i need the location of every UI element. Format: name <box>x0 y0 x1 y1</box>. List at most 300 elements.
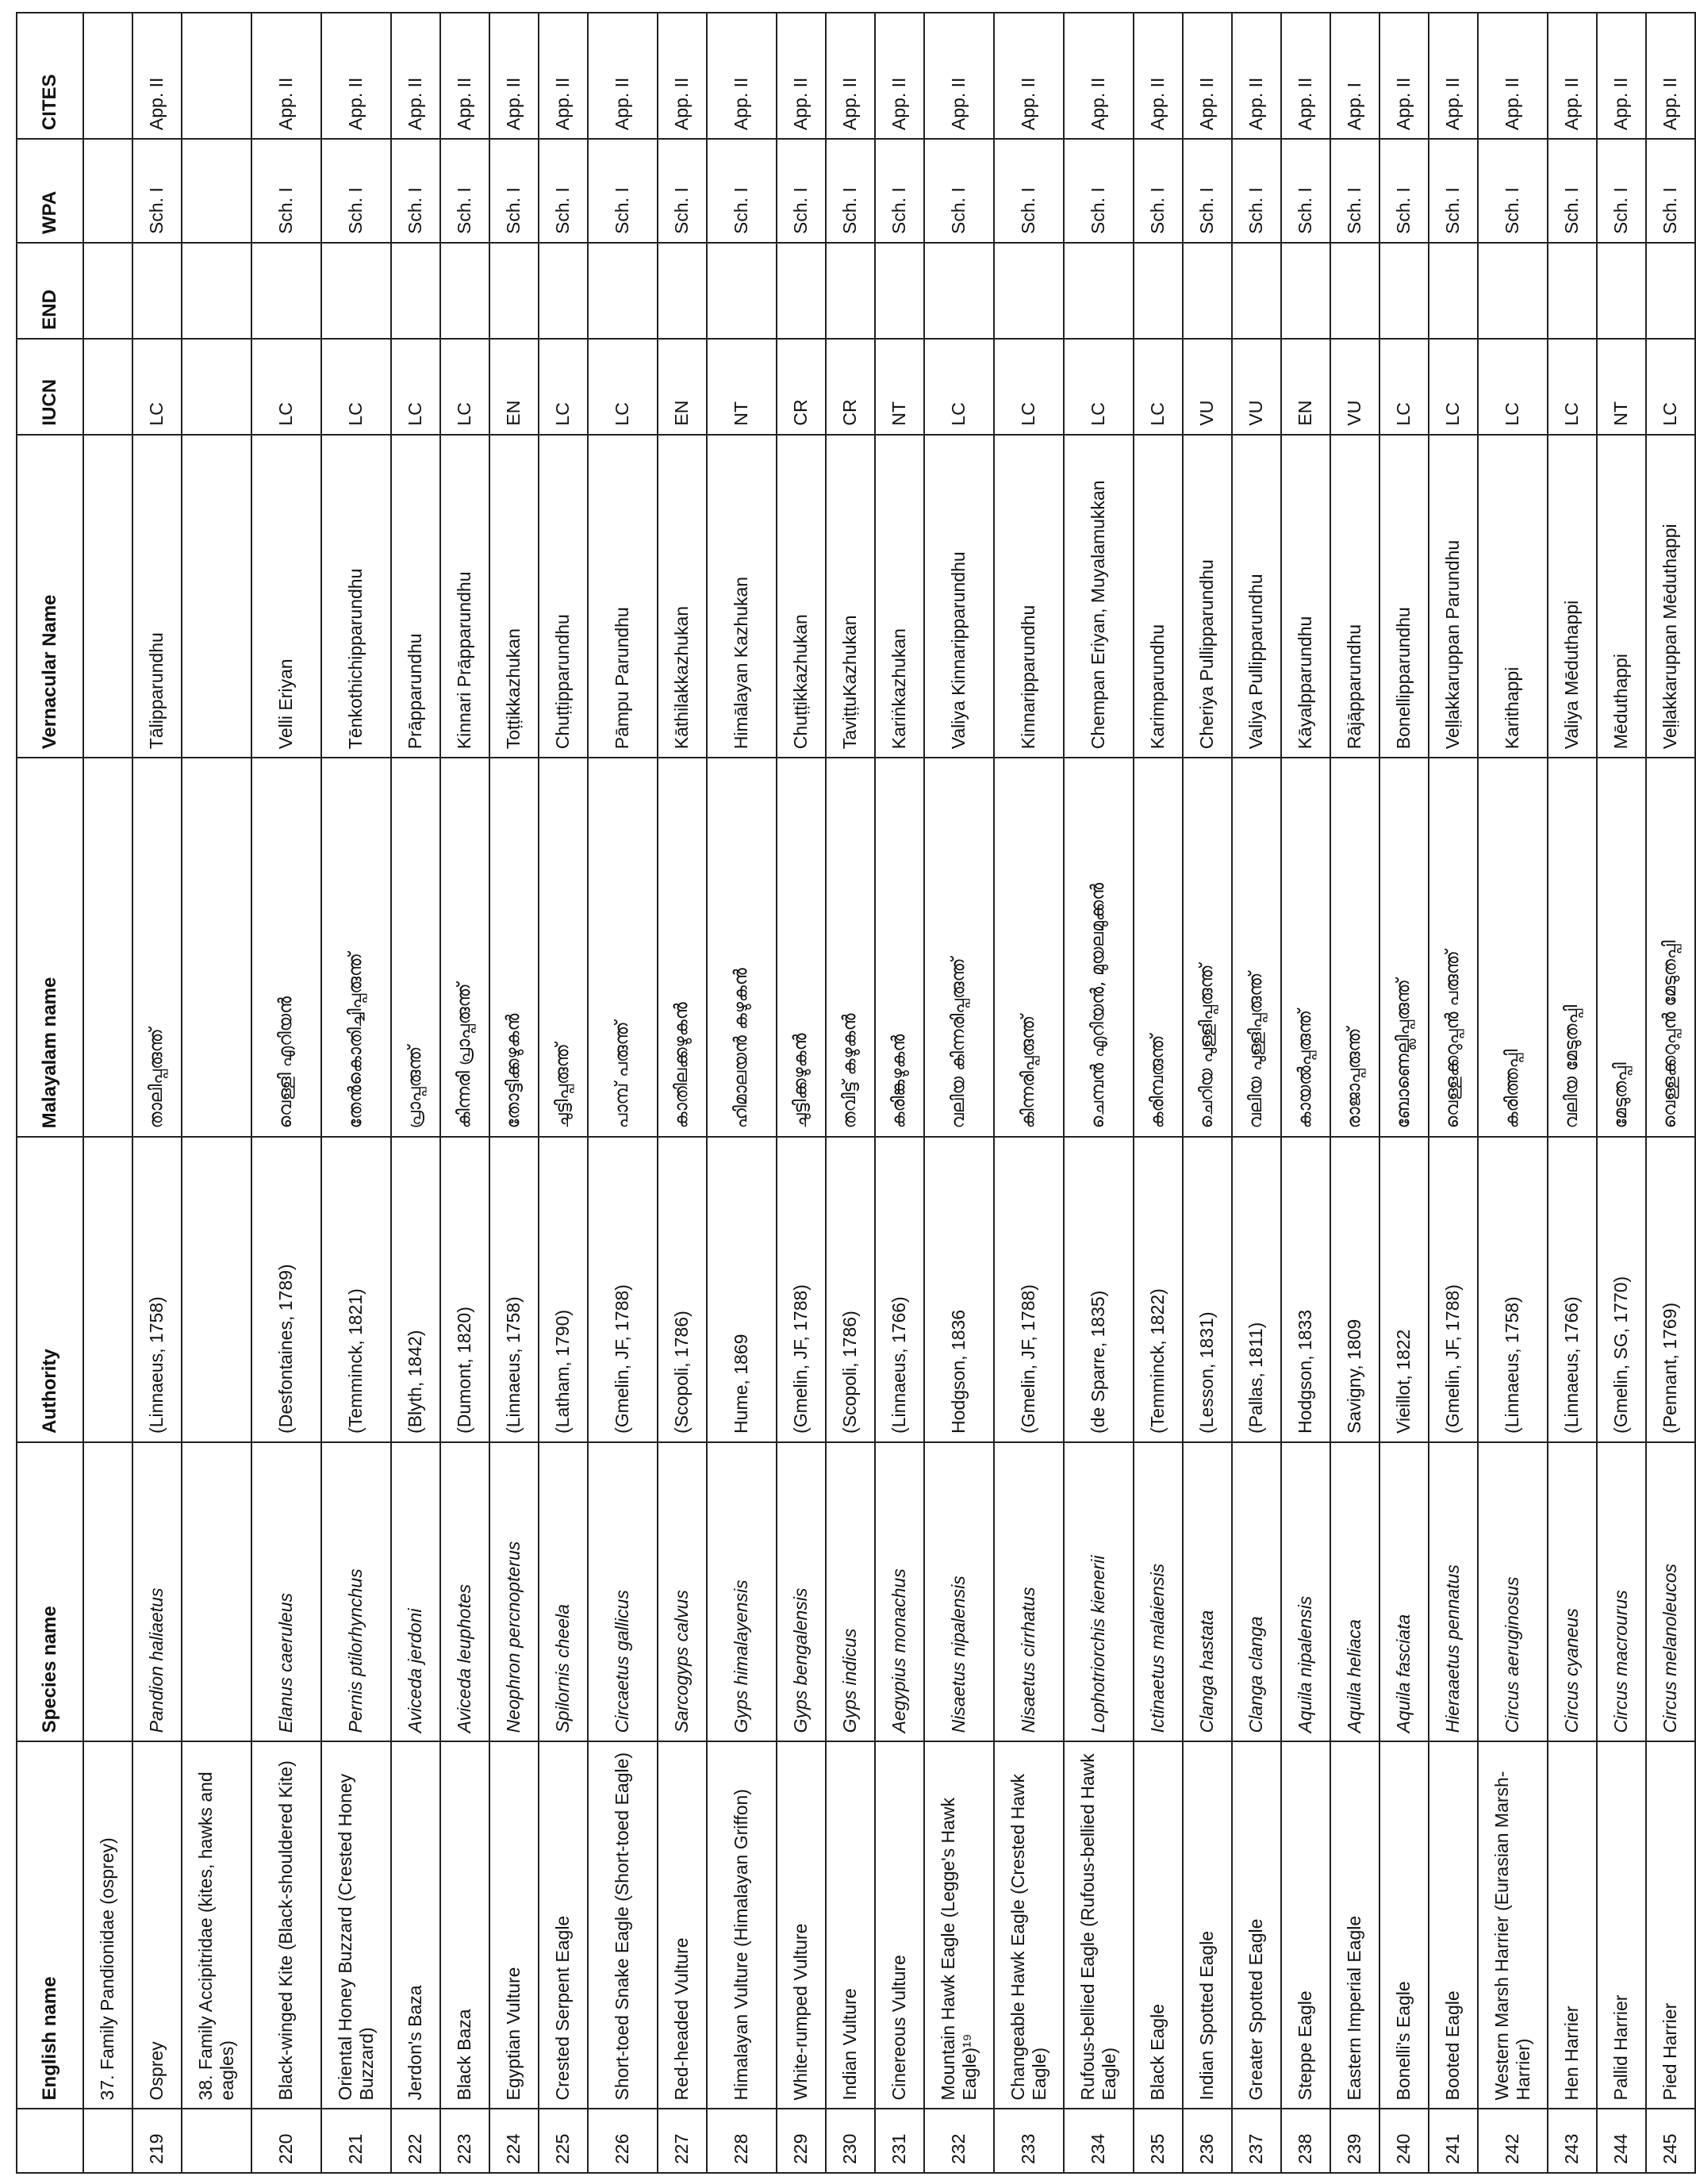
cell-iucn: LC <box>391 339 440 435</box>
species-row <box>1064 13 1134 2173</box>
cell-end <box>707 243 777 339</box>
cell-wpa: Sch. I <box>1597 139 1646 243</box>
species-row <box>777 13 826 2173</box>
species-row <box>924 13 994 2173</box>
cell-authority: (Linnaeus, 1758) <box>132 1137 182 1442</box>
header-row <box>17 13 83 2173</box>
cell-iucn: LC <box>994 339 1064 435</box>
cell-malayalam-name: തോട്ടിക്കഴുകൻ <box>489 758 539 1137</box>
cell-authority: (Linnaeus, 1758) <box>1478 1137 1548 1442</box>
cell-authority: (Gmelin, SG, 1770) <box>1597 1137 1646 1442</box>
cell-iucn: VU <box>1330 339 1379 435</box>
cell-wpa: Sch. I <box>588 139 658 243</box>
cell-iucn: NT <box>875 339 924 435</box>
cell-number: 231 <box>875 2109 924 2173</box>
cell-species-name: Nisaetus nipalensis <box>924 1442 994 1741</box>
cell-iucn: LC <box>539 339 588 435</box>
cell-vernacular-name: Valiya Pullipparundhu <box>1232 435 1281 758</box>
cell-cites: App. II <box>1281 13 1330 139</box>
cell-species-name: Lophotriorchis kienerii <box>1064 1442 1134 1741</box>
cell-malayalam-name: പാമ്പ് പരുന്ത് <box>588 758 658 1137</box>
cell-iucn: LC <box>1134 339 1183 435</box>
cell-species-name: Elanus caeruleus <box>251 1442 321 1741</box>
cell-iucn: LC <box>1548 339 1597 435</box>
cell-iucn <box>182 339 251 435</box>
cell-malayalam-name: വലിയ കിന്നരിപ്പരുന്ത് <box>924 758 994 1137</box>
species-row <box>1646 13 1695 2173</box>
cell-iucn: CR <box>777 339 826 435</box>
cell-cites: App. II <box>1429 13 1478 139</box>
cell-wpa: Sch. I <box>321 139 391 243</box>
cell-wpa: Sch. I <box>1646 139 1695 243</box>
cell-cites: App. II <box>994 13 1064 139</box>
cell-vernacular-name: Toṭṭikkazhukan <box>489 435 539 758</box>
cell-english-name: Jerdon's Baza <box>391 1741 440 2109</box>
cell-wpa: Sch. I <box>875 139 924 243</box>
cell-authority: (Gmelin, JF, 1788) <box>994 1137 1064 1442</box>
cell-species-name: Sarcogyps calvus <box>658 1442 707 1741</box>
cell-species-name: Circus aeruginosus <box>1478 1442 1548 1741</box>
cell-vernacular-name: Prāpparundhu <box>391 435 440 758</box>
cell-wpa: Sch. I <box>1134 139 1183 243</box>
cell-number <box>182 2109 251 2173</box>
cell-malayalam-name: വെള്ളക്കറുപ്പൻ പരുന്ത് <box>1429 758 1478 1137</box>
cell-iucn: LC <box>251 339 321 435</box>
cell-species-name: Pandion haliaetus <box>132 1442 182 1741</box>
cell-wpa: Sch. I <box>707 139 777 243</box>
species-row <box>251 13 321 2173</box>
cell-authority <box>182 1137 251 1442</box>
cell-authority: Hodgson, 1833 <box>1281 1137 1330 1442</box>
cell-vernacular-name: Karimparundhu <box>1134 435 1183 758</box>
cell-english-name: Changeable Hawk Eagle (Crested Hawk Eagle) <box>994 1741 1064 2109</box>
cell-end <box>1429 243 1478 339</box>
cell-malayalam-name: ചെമ്പൻ എറിയൻ, മുയലമുക്കൻ <box>1064 758 1134 1137</box>
cell-authority: (Latham, 1790) <box>539 1137 588 1442</box>
cell-authority: Hume, 1869 <box>707 1137 777 1442</box>
cell-wpa: Sch. I <box>924 139 994 243</box>
cell-iucn: EN <box>1281 339 1330 435</box>
cell-english-name: Eastern Imperial Eagle <box>1330 1741 1379 2109</box>
cell-english-name: Red-headed Vulture <box>658 1741 707 2109</box>
cell-authority: Hodgson, 1836 <box>924 1137 994 1442</box>
cell-number: 244 <box>1597 2109 1646 2173</box>
cell-authority: Savigny, 1809 <box>1330 1137 1379 1442</box>
cell-vernacular-name <box>182 435 251 758</box>
cell-vernacular-name: Cheriya Pullipparundhu <box>1183 435 1232 758</box>
cell-authority: (Temminck, 1822) <box>1134 1137 1183 1442</box>
cell-english-name: Hen Harrier <box>1548 1741 1597 2109</box>
col-header-english-name: English name <box>17 1741 83 2109</box>
species-row <box>1183 13 1232 2173</box>
cell-authority: Vieillot, 1822 <box>1379 1137 1429 1442</box>
cell-malayalam-name <box>182 758 251 1137</box>
cell-wpa <box>182 139 251 243</box>
cell-malayalam-name: കിന്നരി പ്രാപ്പരുന്ത് <box>440 758 489 1137</box>
cell-end <box>1183 243 1232 339</box>
cell-end <box>1281 243 1330 339</box>
cell-malayalam-name: മേടുതപ്പി <box>1597 758 1646 1137</box>
cell-end <box>1646 243 1695 339</box>
cell-authority: (de Sparre, 1835) <box>1064 1137 1134 1442</box>
cell-wpa: Sch. I <box>489 139 539 243</box>
cell-wpa: Sch. I <box>658 139 707 243</box>
cell-number: 226 <box>588 2109 658 2173</box>
cell-wpa: Sch. I <box>440 139 489 243</box>
cell-end <box>1548 243 1597 339</box>
species-row <box>321 13 391 2173</box>
cell-cites: App. II <box>1646 13 1695 139</box>
cell-number: 225 <box>539 2109 588 2173</box>
cell-cites: App. II <box>707 13 777 139</box>
species-row <box>875 13 924 2173</box>
cell-cites: App. II <box>1548 13 1597 139</box>
cell-end <box>251 243 321 339</box>
cell-wpa: Sch. I <box>1064 139 1134 243</box>
cell-end <box>924 243 994 339</box>
cell-wpa: Sch. I <box>1183 139 1232 243</box>
cell-end <box>1330 243 1379 339</box>
col-header-cites: CITES <box>17 13 83 139</box>
cell-authority: (Linnaeus, 1766) <box>875 1137 924 1442</box>
cell-cites: App. II <box>440 13 489 139</box>
col-header-species-name: Species name <box>17 1442 83 1741</box>
col-header-vernacular-name: Vernacular Name <box>17 435 83 758</box>
cell-wpa: Sch. I <box>777 139 826 243</box>
species-row <box>1330 13 1379 2173</box>
cell-english-name: Oriental Honey Buzzard (Crested Honey Buzzard) <box>321 1741 391 2109</box>
cell-malayalam-name: തേൻകൊതിച്ചിപ്പരുന്ത് <box>321 758 391 1137</box>
species-row <box>826 13 875 2173</box>
cell-english-name: Pallid Harrier <box>1597 1741 1646 2109</box>
cell-vernacular-name: Kariṅkazhukan <box>875 435 924 758</box>
col-header-number <box>17 2109 83 2173</box>
cell-malayalam-name: വലിയ പുള്ളിപ്പരുന്ത് <box>1232 758 1281 1137</box>
cell-species-name <box>83 1442 132 1741</box>
cell-number: 227 <box>658 2109 707 2173</box>
cell-vernacular-name: Kāthilakkazhukan <box>658 435 707 758</box>
cell-authority: (Linnaeus, 1758) <box>489 1137 539 1442</box>
species-row <box>658 13 707 2173</box>
species-row <box>440 13 489 2173</box>
cell-end <box>321 243 391 339</box>
cell-malayalam-name: വെള്ളി എറിയൻ <box>251 758 321 1137</box>
cell-wpa: Sch. I <box>539 139 588 243</box>
species-row <box>539 13 588 2173</box>
cell-malayalam-name <box>83 758 132 1137</box>
cell-end <box>588 243 658 339</box>
cell-vernacular-name: TaviṭṭuKazhukan <box>826 435 875 758</box>
cell-species-name: Gyps himalayensis <box>707 1442 777 1741</box>
cell-vernacular-name: Veḷḷakkaruppan Mēduthappi <box>1646 435 1695 758</box>
cell-end <box>994 243 1064 339</box>
cell-iucn: VU <box>1232 339 1281 435</box>
cell-malayalam-name: തവിട്ട് കഴുകൻ <box>826 758 875 1137</box>
cell-end <box>826 243 875 339</box>
cell-end <box>1379 243 1429 339</box>
cell-iucn: CR <box>826 339 875 435</box>
cell-vernacular-name: Velli Eriyan <box>251 435 321 758</box>
cell-number: 235 <box>1134 2109 1183 2173</box>
cell-species-name: Aegypius monachus <box>875 1442 924 1741</box>
cell-number: 224 <box>489 2109 539 2173</box>
cell-species-name: Clanga hastata <box>1183 1442 1232 1741</box>
cell-species-name: Hieraaetus pennatus <box>1429 1442 1478 1741</box>
cell-iucn: LC <box>1064 339 1134 435</box>
cell-vernacular-name: Tālipparundhu <box>132 435 182 758</box>
cell-english-name: Western Marsh Harrier (Eurasian Marsh-Harrier) <box>1478 1741 1548 2109</box>
cell-english-name: Steppe Eagle <box>1281 1741 1330 2109</box>
cell-malayalam-name: കിന്നരിപ്പരുന്ത് <box>994 758 1064 1137</box>
cell-end <box>83 243 132 339</box>
cell-cites: App. I <box>1330 13 1379 139</box>
cell-authority: (Desfontaines, 1789) <box>251 1137 321 1442</box>
cell-cites: App. II <box>321 13 391 139</box>
family-label: 38. Family Accipitridae (kites, hawks and eagles) <box>182 1741 251 2109</box>
cell-wpa: Sch. I <box>1548 139 1597 243</box>
species-row <box>132 13 182 2173</box>
cell-end <box>132 243 182 339</box>
cell-species-name: Circaetus gallicus <box>588 1442 658 1741</box>
cell-english-name: Mountain Hawk Eagle (Legge's Hawk Eagle)¹⁹ <box>924 1741 994 2109</box>
cell-number: 245 <box>1646 2109 1695 2173</box>
cell-cites: App. II <box>539 13 588 139</box>
cell-wpa <box>83 139 132 243</box>
family-label: 37. Family Pandionidae (osprey) <box>83 1741 132 2109</box>
cell-cites: App. II <box>826 13 875 139</box>
cell-english-name: Egyptian Vulture <box>489 1741 539 2109</box>
cell-malayalam-name: വെള്ളക്കറുപ്പൻ മേടുതപ്പി <box>1646 758 1695 1137</box>
cell-malayalam-name: ഹിമാലയൻ കഴുകൻ <box>707 758 777 1137</box>
cell-cites: App. II <box>777 13 826 139</box>
cell-end <box>1232 243 1281 339</box>
cell-iucn: LC <box>321 339 391 435</box>
cell-iucn: LC <box>588 339 658 435</box>
cell-vernacular-name: Kinnari Prāpparundhu <box>440 435 489 758</box>
cell-authority: (Gmelin, JF, 1788) <box>1429 1137 1478 1442</box>
cell-malayalam-name: താലിപ്പരുന്ത് <box>132 758 182 1137</box>
cell-wpa: Sch. I <box>1281 139 1330 243</box>
cell-iucn: LC <box>440 339 489 435</box>
cell-vernacular-name: Pāmpu Parundhu <box>588 435 658 758</box>
col-header-end: END <box>17 243 83 339</box>
cell-authority: (Gmelin, JF, 1788) <box>777 1137 826 1442</box>
cell-number: 234 <box>1064 2109 1134 2173</box>
cell-end <box>182 243 251 339</box>
species-row <box>1281 13 1330 2173</box>
cell-end <box>539 243 588 339</box>
species-row <box>1597 13 1646 2173</box>
cell-authority: (Blyth, 1842) <box>391 1137 440 1442</box>
col-header-malayalam-name: Malayalam name <box>17 758 83 1137</box>
cell-vernacular-name: Chempan Eriyan, Muyalamukkan <box>1064 435 1134 758</box>
cell-wpa: Sch. I <box>1330 139 1379 243</box>
cell-iucn: NT <box>1597 339 1646 435</box>
cell-number: 242 <box>1478 2109 1548 2173</box>
cell-vernacular-name: Veḷḷakkaruppan Parundhu <box>1429 435 1478 758</box>
cell-malayalam-name: ചെറിയ പുള്ളിപ്പരുന്ത് <box>1183 758 1232 1137</box>
cell-number: 243 <box>1548 2109 1597 2173</box>
species-row <box>707 13 777 2173</box>
cell-number: 220 <box>251 2109 321 2173</box>
cell-authority: (Pallas, 1811) <box>1232 1137 1281 1442</box>
cell-english-name: Greater Spotted Eagle <box>1232 1741 1281 2109</box>
cell-english-name: Black Baza <box>440 1741 489 2109</box>
cell-iucn <box>83 339 132 435</box>
cell-number: 236 <box>1183 2109 1232 2173</box>
cell-iucn: LC <box>1646 339 1695 435</box>
cell-species-name: Aquila fasciata <box>1379 1442 1429 1741</box>
cell-authority: (Linnaeus, 1766) <box>1548 1137 1597 1442</box>
col-header-wpa: WPA <box>17 139 83 243</box>
cell-end <box>1478 243 1548 339</box>
cell-wpa: Sch. I <box>391 139 440 243</box>
cell-number: 232 <box>924 2109 994 2173</box>
cell-species-name: Circus melanoleucos <box>1646 1442 1695 1741</box>
cell-vernacular-name: Rājāpparundhu <box>1330 435 1379 758</box>
cell-cites: App. II <box>1064 13 1134 139</box>
cell-number: 223 <box>440 2109 489 2173</box>
cell-authority: (Gmelin, JF, 1788) <box>588 1137 658 1442</box>
cell-authority: (Dumont, 1820) <box>440 1137 489 1442</box>
family-row <box>182 13 251 2173</box>
cell-number: 238 <box>1281 2109 1330 2173</box>
cell-english-name: Pied Harrier <box>1646 1741 1695 2109</box>
cell-iucn: LC <box>1478 339 1548 435</box>
cell-vernacular-name: Kinnaripparundhu <box>994 435 1064 758</box>
cell-species-name: Pernis ptilorhynchus <box>321 1442 391 1741</box>
cell-english-name: Booted Eagle <box>1429 1741 1478 2109</box>
cell-authority: (Temminck, 1821) <box>321 1137 391 1442</box>
cell-wpa: Sch. I <box>1379 139 1429 243</box>
cell-cites: App. II <box>588 13 658 139</box>
species-row <box>1379 13 1429 2173</box>
cell-number <box>83 2109 132 2173</box>
cell-cites: App. II <box>1134 13 1183 139</box>
cell-cites: App. II <box>489 13 539 139</box>
cell-english-name: Indian Vulture <box>826 1741 875 2109</box>
cell-cites: App. II <box>1597 13 1646 139</box>
cell-cites <box>182 13 251 139</box>
col-header-authority: Authority <box>17 1137 83 1442</box>
cell-iucn: VU <box>1183 339 1232 435</box>
cell-malayalam-name: ചുട്ടിക്കഴുകൻ <box>777 758 826 1137</box>
cell-cites: App. II <box>1478 13 1548 139</box>
cell-malayalam-name: പ്രാപ്പരുന്ത് <box>391 758 440 1137</box>
table-body <box>83 13 1695 2173</box>
cell-wpa: Sch. I <box>994 139 1064 243</box>
species-row <box>489 13 539 2173</box>
cell-end <box>875 243 924 339</box>
cell-authority <box>83 1137 132 1442</box>
cell-cites: App. II <box>924 13 994 139</box>
species-row <box>588 13 658 2173</box>
cell-authority: (Scopoli, 1786) <box>826 1137 875 1442</box>
cell-iucn: LC <box>924 339 994 435</box>
cell-iucn: LC <box>1429 339 1478 435</box>
cell-species-name: Gyps indicus <box>826 1442 875 1741</box>
cell-end <box>658 243 707 339</box>
cell-vernacular-name: Mēduthappi <box>1597 435 1646 758</box>
cell-end <box>1597 243 1646 339</box>
cell-number: 219 <box>132 2109 182 2173</box>
cell-end <box>440 243 489 339</box>
cell-iucn: LC <box>132 339 182 435</box>
cell-vernacular-name: Valiya Kinnaripparundhu <box>924 435 994 758</box>
cell-english-name: Black Eagle <box>1134 1741 1183 2109</box>
cell-english-name: Crested Serpent Eagle <box>539 1741 588 2109</box>
cell-end <box>1134 243 1183 339</box>
cell-species-name: Aviceda jerdoni <box>391 1442 440 1741</box>
table-header <box>17 13 83 2173</box>
species-row <box>391 13 440 2173</box>
cell-number: 240 <box>1379 2109 1429 2173</box>
cell-end <box>391 243 440 339</box>
cell-vernacular-name: Bonellipparundhu <box>1379 435 1429 758</box>
cell-number: 222 <box>391 2109 440 2173</box>
cell-species-name: Gyps bengalensis <box>777 1442 826 1741</box>
species-row <box>1429 13 1478 2173</box>
cell-wpa: Sch. I <box>1478 139 1548 243</box>
cell-iucn: EN <box>658 339 707 435</box>
cell-end <box>489 243 539 339</box>
cell-species-name: Circus macrourus <box>1597 1442 1646 1741</box>
cell-wpa: Sch. I <box>132 139 182 243</box>
cell-vernacular-name: Karithappi <box>1478 435 1548 758</box>
cell-cites: App. II <box>658 13 707 139</box>
species-checklist-table <box>16 12 1696 2174</box>
cell-number: 233 <box>994 2109 1064 2173</box>
cell-malayalam-name: കരിങ്കഴുകൻ <box>875 758 924 1137</box>
cell-species-name: Aquila heliaca <box>1330 1442 1379 1741</box>
species-row <box>1548 13 1597 2173</box>
cell-authority: (Scopoli, 1786) <box>658 1137 707 1442</box>
cell-malayalam-name: കാതിലക്കഴുകൻ <box>658 758 707 1137</box>
cell-species-name: Clanga clanga <box>1232 1442 1281 1741</box>
cell-vernacular-name: Chuṭṭikkazhukan <box>777 435 826 758</box>
species-row <box>1478 13 1548 2173</box>
cell-authority: (Pennant, 1769) <box>1646 1137 1695 1442</box>
species-row <box>1232 13 1281 2173</box>
cell-english-name: Black-winged Kite (Black-shouldered Kite) <box>251 1741 321 2109</box>
cell-iucn: NT <box>707 339 777 435</box>
family-row <box>83 13 132 2173</box>
cell-wpa: Sch. I <box>1232 139 1281 243</box>
cell-cites: App. II <box>1232 13 1281 139</box>
cell-cites: App. II <box>875 13 924 139</box>
cell-english-name: White-rumped Vulture <box>777 1741 826 2109</box>
cell-number: 239 <box>1330 2109 1379 2173</box>
cell-vernacular-name: Chuṭṭipparundhu <box>539 435 588 758</box>
cell-species-name: Nisaetus cirrhatus <box>994 1442 1064 1741</box>
cell-cites: App. II <box>251 13 321 139</box>
cell-malayalam-name: കരിത്തപ്പി <box>1478 758 1548 1137</box>
cell-cites <box>83 13 132 139</box>
cell-vernacular-name: Valiya Mēduthappi <box>1548 435 1597 758</box>
cell-wpa: Sch. I <box>1429 139 1478 243</box>
cell-vernacular-name: Himālayan Kazhukan <box>707 435 777 758</box>
cell-species-name: Neophron percnopterus <box>489 1442 539 1741</box>
cell-iucn: EN <box>489 339 539 435</box>
cell-number: 229 <box>777 2109 826 2173</box>
cell-vernacular-name: Tēnkothichipparundhu <box>321 435 391 758</box>
cell-malayalam-name: കായൽപ്പരുന്ത് <box>1281 758 1330 1137</box>
cell-malayalam-name: വലിയ മേടുതപ്പി <box>1548 758 1597 1137</box>
cell-vernacular-name <box>83 435 132 758</box>
cell-species-name: Circus cyaneus <box>1548 1442 1597 1741</box>
cell-number: 241 <box>1429 2109 1478 2173</box>
cell-wpa: Sch. I <box>251 139 321 243</box>
